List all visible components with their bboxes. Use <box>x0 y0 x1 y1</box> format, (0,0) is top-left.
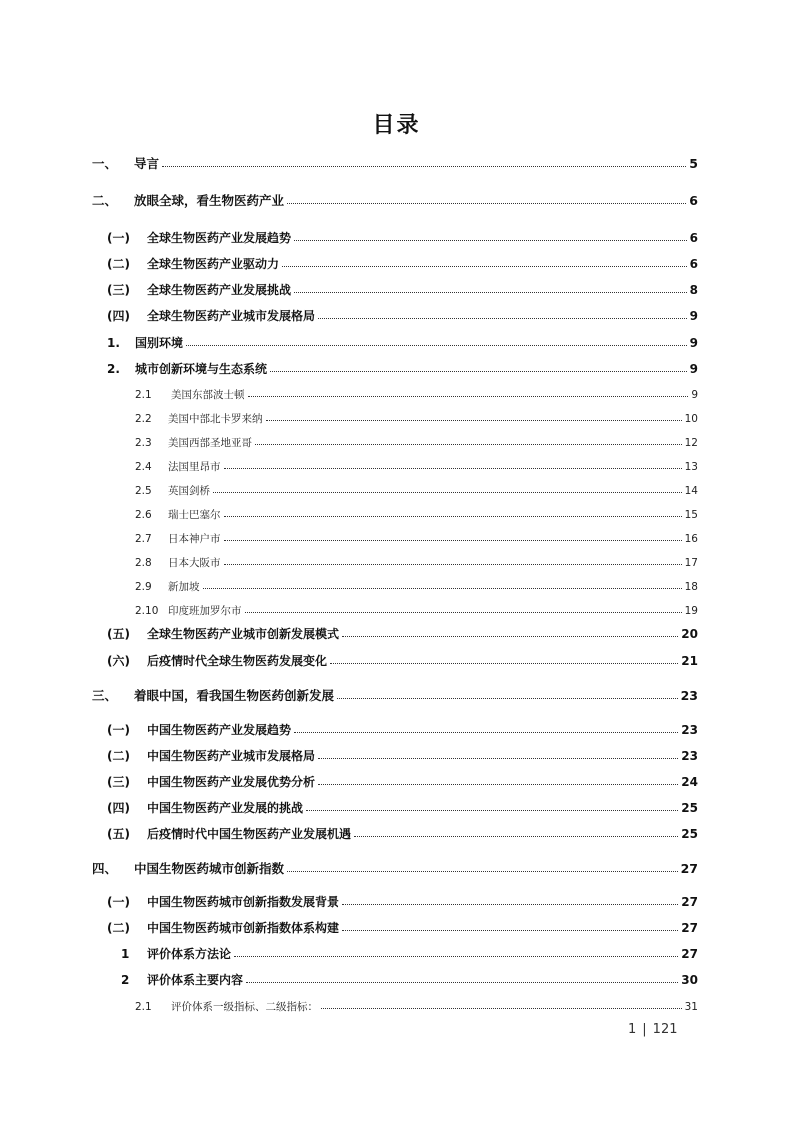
dot-leader <box>224 539 682 541</box>
toc-entry[interactable] <box>135 450 698 472</box>
toc-entry-page: 18 <box>684 580 698 593</box>
toc-entry-page: 19 <box>684 604 698 617</box>
toc-entry-number: 2.8 <box>135 556 152 569</box>
toc-entry-page: 15 <box>684 508 698 521</box>
dot-leader <box>318 317 687 319</box>
toc-entry-label: 中国生物医药产业发展的挑战 <box>147 801 304 815</box>
toc-entry-number: (三) <box>107 775 130 789</box>
toc-entry[interactable] <box>135 546 698 568</box>
toc-entry-label: 瑞士巴塞尔 <box>168 508 221 521</box>
toc-entry-label: 评价体系一级指标、二级指标： <box>171 1000 318 1013</box>
toc-entry[interactable] <box>135 570 698 592</box>
dot-leader <box>213 491 682 493</box>
dot-leader <box>294 291 687 293</box>
toc-entry-number: (一) <box>107 895 130 909</box>
toc-entry-page: 16 <box>684 532 698 545</box>
toc-entry-page: 8 <box>689 283 698 297</box>
page-number-footer <box>628 1022 678 1037</box>
dot-leader <box>294 239 687 241</box>
toc-entry-page: 24 <box>681 775 698 789</box>
dot-leader <box>342 929 678 931</box>
toc-entry-label: 全球生物医药产业城市发展格局 <box>147 309 316 323</box>
toc-entry[interactable] <box>107 740 698 762</box>
toc-entry-number: 2.7 <box>135 532 152 545</box>
toc-entry-number: (五) <box>107 627 130 641</box>
dot-leader <box>246 981 678 983</box>
dot-leader <box>162 165 686 167</box>
toc-entry[interactable] <box>107 714 698 736</box>
toc-entry-number: 四、 <box>92 860 118 876</box>
toc-entry-number: 一、 <box>92 155 118 171</box>
toc-entry-page: 9 <box>689 362 698 376</box>
toc-entry[interactable] <box>107 222 698 244</box>
dot-leader <box>224 515 682 517</box>
toc-entry[interactable] <box>135 402 698 424</box>
toc-entry[interactable] <box>107 792 698 814</box>
total-pages: 121 <box>652 1022 678 1037</box>
toc-entry-number: 2.10 <box>135 604 159 617</box>
toc-entry-page: 5 <box>689 155 698 171</box>
toc-entry-label: 法国里昂市 <box>168 460 221 473</box>
current-page: 1 <box>628 1022 637 1037</box>
toc-entry-number: (一) <box>107 723 130 737</box>
toc-entry[interactable] <box>107 274 698 296</box>
dot-leader <box>318 757 678 759</box>
toc-entry-label: 全球生物医药产业发展趋势 <box>147 231 292 245</box>
dot-leader <box>266 419 682 421</box>
toc-entry-page: 13 <box>684 460 698 473</box>
toc-entry-page: 25 <box>681 827 698 841</box>
toc-entry-label: 全球生物医药产业城市创新发展模式 <box>147 627 340 641</box>
toc-entry[interactable] <box>107 300 698 322</box>
toc-entry[interactable] <box>107 886 698 908</box>
toc-entry-page: 9 <box>689 309 698 323</box>
toc-entry-number: 2. <box>107 362 120 376</box>
dot-leader <box>318 783 678 785</box>
dot-leader <box>330 662 678 664</box>
page-title: 目录 <box>372 113 421 138</box>
dot-leader <box>255 443 682 445</box>
toc-entry-number: (四) <box>107 801 130 815</box>
toc-entry-page: 6 <box>689 231 698 245</box>
page-separator: | <box>642 1022 647 1037</box>
toc-entry-page: 17 <box>684 556 698 569</box>
toc-entry-label: 评价体系方法论 <box>147 947 232 961</box>
toc-entry-label: 印度班加罗尔市 <box>168 604 242 617</box>
dot-leader <box>248 395 689 397</box>
toc-entry-number: (一) <box>107 231 130 245</box>
toc-entry-label: 全球生物医药产业驱动力 <box>147 257 280 271</box>
toc-entry-page: 23 <box>681 723 698 737</box>
toc-entry-number: (二) <box>107 921 130 935</box>
toc-entry-page: 6 <box>689 192 698 208</box>
toc-entry-number: (六) <box>107 654 130 668</box>
toc-entry-number: 二、 <box>92 192 118 208</box>
toc-entry-label: 后疫情时代全球生物医药发展变化 <box>147 654 328 668</box>
dot-leader <box>294 731 678 733</box>
toc-entry-label: 中国生物医药产业发展优势分析 <box>147 775 316 789</box>
dot-leader <box>186 344 687 346</box>
toc-entry[interactable] <box>107 645 698 667</box>
toc-entry[interactable] <box>135 378 698 400</box>
toc-entry-number: 2.2 <box>135 412 152 425</box>
toc-entry-label: 导言 <box>134 155 160 171</box>
toc-entry-page: 27 <box>681 895 698 909</box>
toc-entry[interactable] <box>92 148 698 170</box>
toc-entry-page: 20 <box>681 627 698 641</box>
toc-entry-number: 2 <box>121 973 130 987</box>
toc-entry-label: 中国生物医药城市创新指数体系构建 <box>147 921 340 935</box>
toc-entry-number: 2.1 <box>135 388 152 401</box>
toc-entry[interactable] <box>135 498 698 520</box>
dot-leader <box>203 587 682 589</box>
toc-entry-label: 评价体系主要内容 <box>147 973 244 987</box>
dot-leader <box>354 835 678 837</box>
toc-entry[interactable] <box>107 248 698 270</box>
toc-entry-label: 中国生物医药城市创新指数 <box>134 860 285 876</box>
toc-entry-number: 2.4 <box>135 460 152 473</box>
dot-leader <box>342 635 678 637</box>
dot-leader <box>342 903 678 905</box>
toc-entry-page: 30 <box>681 973 698 987</box>
dot-leader <box>245 611 682 613</box>
dot-leader <box>282 265 687 267</box>
toc-entry[interactable] <box>92 680 698 702</box>
toc-entry-number: 2.5 <box>135 484 152 497</box>
toc-entry-number: (二) <box>107 749 130 763</box>
toc-entry-number: 2.6 <box>135 508 152 521</box>
dot-leader <box>224 467 682 469</box>
toc-entry-number: 2.9 <box>135 580 152 593</box>
dot-leader <box>287 202 686 204</box>
toc-entry-page: 23 <box>681 749 698 763</box>
dot-leader <box>224 563 682 565</box>
toc-entry-label: 美国西部圣地亚哥 <box>168 436 252 449</box>
toc-entry[interactable] <box>92 185 698 207</box>
toc-entry-number: 三、 <box>92 687 118 703</box>
toc-entry-number: (三) <box>107 283 130 297</box>
toc-entry-number: (四) <box>107 309 130 323</box>
toc-entry-page: 27 <box>680 860 698 876</box>
toc-entry-label: 日本大阪市 <box>168 556 221 569</box>
toc-entry[interactable] <box>135 426 698 448</box>
dot-leader <box>234 955 678 957</box>
toc-entry-number: (五) <box>107 827 130 841</box>
toc-entry-number: 2.3 <box>135 436 152 449</box>
toc-entry-page: 9 <box>691 388 698 401</box>
toc-entry-label: 城市创新环境与生态系统 <box>135 362 268 376</box>
toc-entry-page: 10 <box>684 412 698 425</box>
toc-entry[interactable] <box>107 618 698 640</box>
toc-entry[interactable] <box>121 964 698 986</box>
dot-leader <box>270 370 687 372</box>
toc-entry-page: 14 <box>684 484 698 497</box>
dot-leader <box>337 697 678 699</box>
toc-entry[interactable] <box>135 522 698 544</box>
toc-entry-label: 放眼全球，看生物医药产业 <box>134 192 285 208</box>
toc-entry-label: 新加坡 <box>168 580 200 593</box>
toc-entry[interactable] <box>107 818 698 840</box>
toc-entry[interactable] <box>121 938 698 960</box>
toc-entry[interactable] <box>107 912 698 934</box>
toc-entry-page: 31 <box>684 1000 698 1013</box>
toc-entry-page: 9 <box>689 336 698 350</box>
toc-entry-page: 27 <box>681 921 698 935</box>
toc-entry-number: 1. <box>107 336 120 350</box>
toc-entry-label: 美国中部北卡罗来纳 <box>168 412 263 425</box>
toc-entry-number: 1 <box>121 947 130 961</box>
toc-entry-page: 23 <box>680 687 698 703</box>
toc-entry-label: 着眼中国，看我国生物医药创新发展 <box>134 687 335 703</box>
toc-entry[interactable] <box>135 594 698 616</box>
toc-entry-label: 英国剑桥 <box>168 484 210 497</box>
toc-entry-page: 12 <box>684 436 698 449</box>
toc-entry-page: 27 <box>681 947 698 961</box>
toc-entry-label: 国别环境 <box>135 336 184 350</box>
toc-entry[interactable] <box>107 353 698 375</box>
toc-entry-label: 美国东部波士顿 <box>171 388 245 401</box>
toc-entry-label: 全球生物医药产业发展挑战 <box>147 283 292 297</box>
toc-entry-page: 6 <box>689 257 698 271</box>
toc-entry[interactable] <box>107 766 698 788</box>
toc-entry[interactable] <box>107 327 698 349</box>
dot-leader <box>306 809 678 811</box>
toc-entry-page: 21 <box>681 654 698 668</box>
toc-entry-label: 中国生物医药城市创新指数发展背景 <box>147 895 340 909</box>
toc-entry-label: 后疫情时代中国生物医药产业发展机遇 <box>147 827 352 841</box>
toc-entry-label: 中国生物医药产业发展趋势 <box>147 723 292 737</box>
dot-leader <box>321 1007 682 1009</box>
toc-entry[interactable] <box>135 474 698 496</box>
toc-entry-number: (二) <box>107 257 130 271</box>
toc-entry-label: 中国生物医药产业城市发展格局 <box>147 749 316 763</box>
toc-entry-label: 日本神户市 <box>168 532 221 545</box>
toc-entry-page: 25 <box>681 801 698 815</box>
toc-entry-number: 2.1 <box>135 1000 152 1013</box>
toc-entry[interactable] <box>92 853 698 875</box>
dot-leader <box>287 870 678 872</box>
toc-entry[interactable] <box>135 990 698 1012</box>
